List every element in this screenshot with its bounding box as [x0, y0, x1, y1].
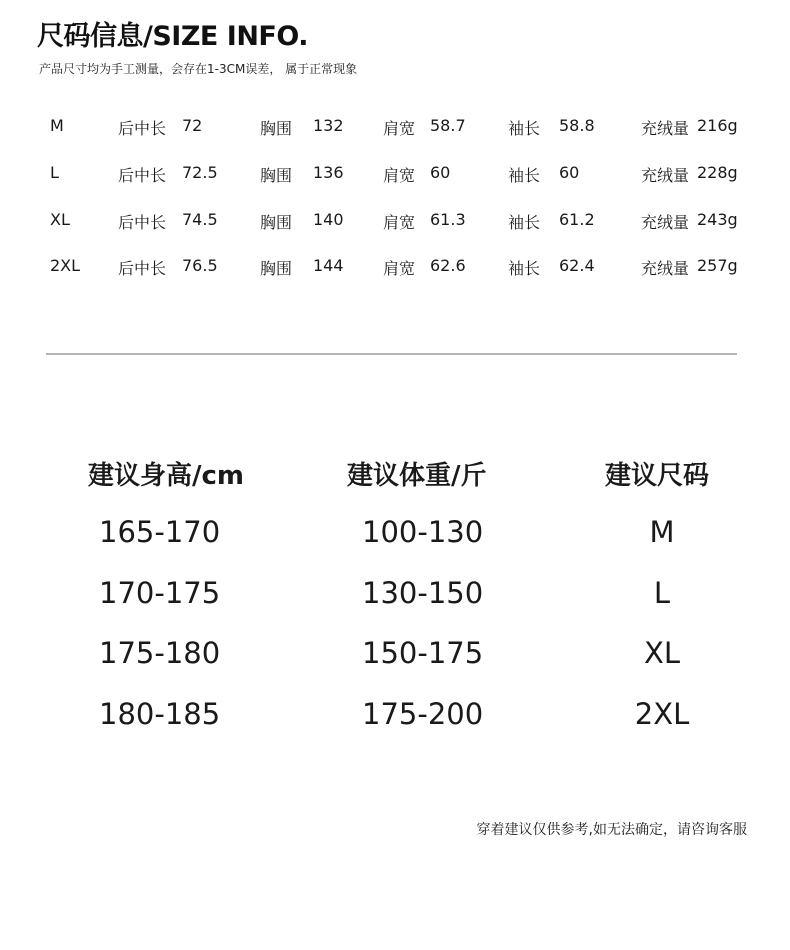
- back-length-value: 74.5: [182, 210, 218, 229]
- recommended-weight: 150-175: [362, 636, 484, 670]
- size-label: 2XL: [50, 256, 81, 275]
- size-label: XL: [50, 210, 70, 229]
- shoulder-value: 58.7: [430, 116, 466, 135]
- chest-label: 胸围: [260, 166, 293, 185]
- recommended-weight: 175-200: [362, 697, 484, 731]
- fill-weight-value: 228g: [697, 163, 738, 182]
- sleeve-label: 袖长: [508, 166, 541, 185]
- fill-weight-label: 充绒量: [641, 166, 690, 185]
- fill-weight-label: 充绒量: [641, 119, 690, 138]
- recommended-height: 175-180: [99, 636, 221, 670]
- disclaimer-note: 穿着建议仅供参考,如无法确定，请咨询客服: [476, 822, 747, 838]
- recommended-size-header: 建议尺码: [605, 461, 710, 491]
- back-length-label: 后中长: [118, 119, 167, 138]
- back-length-value: 72: [182, 116, 203, 135]
- sleeve-value: 61.2: [559, 210, 595, 229]
- shoulder-value: 60: [430, 163, 451, 182]
- back-length-value: 76.5: [182, 256, 218, 275]
- back-length-label: 后中长: [118, 166, 167, 185]
- shoulder-value: 62.6: [430, 256, 466, 275]
- recommended-weight: 100-130: [362, 515, 484, 549]
- back-length-value: 72.5: [182, 163, 218, 182]
- chest-value: 144: [313, 256, 344, 275]
- size-row: [0, 163, 790, 193]
- sleeve-value: 60: [559, 163, 580, 182]
- recommended-size: 2XL: [634, 697, 690, 731]
- fill-weight-label: 充绒量: [641, 213, 690, 232]
- size-row: [0, 256, 790, 286]
- shoulder-label: 肩宽: [383, 119, 416, 138]
- size-label: M: [50, 116, 64, 135]
- chest-label: 胸围: [260, 259, 293, 278]
- chest-value: 136: [313, 163, 344, 182]
- recommendation-row: [0, 636, 790, 676]
- sleeve-label: 袖长: [508, 213, 541, 232]
- sleeve-value: 62.4: [559, 256, 595, 275]
- fill-weight-value: 257g: [697, 256, 738, 275]
- sleeve-label: 袖长: [508, 119, 541, 138]
- recommended-weight: 130-150: [362, 576, 484, 610]
- recommendation-row: [0, 576, 790, 616]
- measurement-note: 产品尺寸均为手工测量，会存在1-3CM误差， 属于正常现象: [39, 62, 358, 76]
- recommended-height: 180-185: [99, 697, 221, 731]
- recommendation-row: [0, 697, 790, 737]
- recommended-size: XL: [643, 636, 681, 670]
- recommended-size: L: [653, 576, 671, 610]
- size-row: [0, 210, 790, 240]
- recommended-height: 170-175: [99, 576, 221, 610]
- size-row: [0, 116, 790, 146]
- fill-weight-label: 充绒量: [641, 259, 690, 278]
- page-title: 尺码信息/SIZE INFO.: [37, 21, 308, 52]
- chest-value: 132: [313, 116, 344, 135]
- size-label: L: [50, 163, 59, 182]
- back-length-label: 后中长: [118, 213, 167, 232]
- shoulder-label: 肩宽: [383, 259, 416, 278]
- recommendation-row: [0, 515, 790, 555]
- fill-weight-value: 243g: [697, 210, 738, 229]
- recommended-weight-header: 建议体重/斤: [347, 461, 487, 491]
- chest-label: 胸围: [260, 119, 293, 138]
- back-length-label: 后中长: [118, 259, 167, 278]
- shoulder-label: 肩宽: [383, 213, 416, 232]
- shoulder-value: 61.3: [430, 210, 466, 229]
- chest-value: 140: [313, 210, 344, 229]
- chest-label: 胸围: [260, 213, 293, 232]
- fill-weight-value: 216g: [697, 116, 738, 135]
- section-divider: [46, 353, 737, 355]
- sleeve-label: 袖长: [508, 259, 541, 278]
- recommended-size: M: [649, 515, 675, 549]
- shoulder-label: 肩宽: [383, 166, 416, 185]
- sleeve-value: 58.8: [559, 116, 595, 135]
- recommended-height-header: 建议身高/cm: [88, 461, 245, 491]
- recommended-height: 165-170: [99, 515, 221, 549]
